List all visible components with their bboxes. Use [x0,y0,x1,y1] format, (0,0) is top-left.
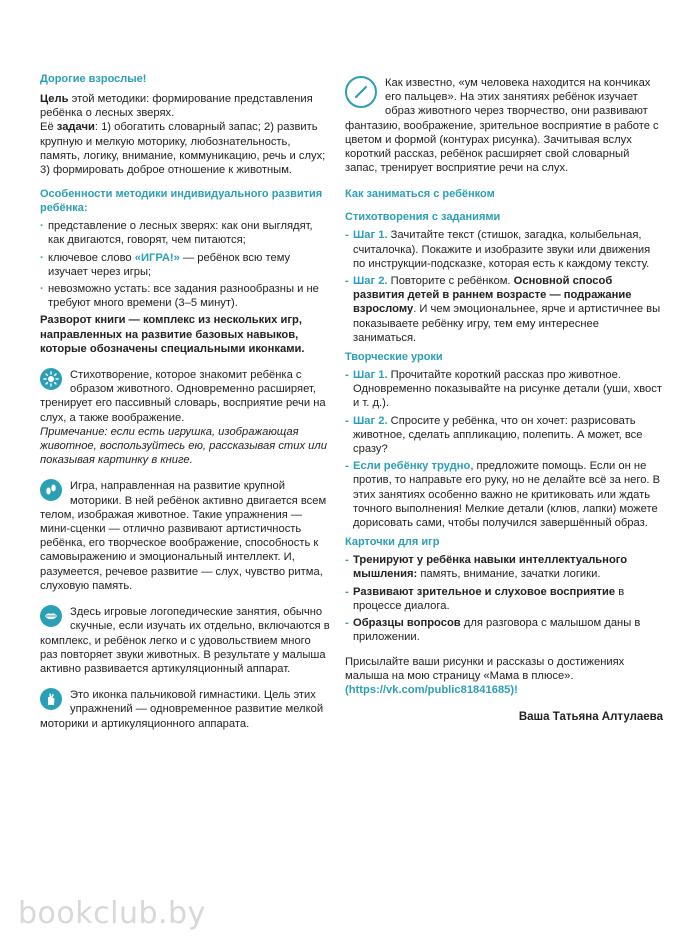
watermark: bookclub.by [18,896,206,931]
pencil-icon [345,76,377,108]
list-item: · ключевое слово «ИГРА!» — ребёнок всю тему изучает через игры; [40,251,330,279]
tasks-label: задачи [56,121,95,134]
list-item: - Развивают зрительное и слуховое восприятие в процессе диалога. [345,585,663,613]
icon-item-speech [40,605,330,676]
icon-item-movement [40,479,330,593]
list-item: - Шаг 2. Повторите с ребёнком. Основной способ развития детей в раннем возрасте — подражание взрослому. И чем эмоциональнее, ярче и артистичнее вы показываете ребёнку игру, тем ему интереснее заниматься. [345,274,663,345]
icon-item-text: Игра, направленная на развитие крупной моторики. В ней ребёнок активно двигается всем телом, изображая животное. Такие упражнения — мини-сценки — отлично развивают артистичность ребёнка, его творческое воображение, способность к самовыражению и эмоциональный интеллект. И, разумеется, речевое развитие — слух, чувство ритма, слуховую память. [40,480,327,592]
cards-title: Карточки для игр [345,536,440,549]
lips-icon [40,605,62,627]
left-column [40,72,330,731]
list-item: - Если ребёнку трудно, предложите помощь. Если он не против, то направьте его руку, но не делайте всё за него. В этих занятиях особенно важно не критиковать или ждать точного выполнения! Мелкие детали (клюв, лапки) можете дорисовать сами, чтобы получился завершённый образ. [345,459,663,530]
outro-text: Присылайте ваши рисунки и рассказы о достижениях малыша на мою страницу «Мама в плюсе». [345,655,625,682]
list-item: - Шаг 1. Прочитайте короткий рассказ про животное. Одновременно показывайте на рисунке детали (уши, хвост и т. д.). [345,368,663,411]
vk-link[interactable]: (https://vk.com/public81841685)! [345,683,518,696]
how-title: Как заниматься с ребёнком [345,188,495,201]
creative-list [345,368,663,530]
signature: Ваша Татьяна Алтулаева [518,711,663,724]
hand-icon [40,688,62,710]
creative-title: Творческие уроки [345,351,443,364]
list-item: - Образцы вопросов для разговора с малышом даны в приложении. [345,616,663,644]
greeting-title: Дорогие взрослые! [40,73,147,85]
icon-item-poem [40,368,330,467]
goal-paragraph [40,92,330,120]
poems-list [345,228,663,345]
icon-item-text: Стихотворение, которое знакомит ребёнка с образом животного. Одновременно расширяет, тренирует его пассивный словарь, восприятие речи на слух, а также воображение. [40,369,326,424]
outro-paragraph [345,655,663,698]
right-column [345,76,663,723]
features-title: Особенности методики индивидуального развития ребёнка: [40,188,323,215]
poems-title: Стихотворения с заданиями [345,211,501,224]
list-item: - Шаг 1. Зачитайте текст (стишок, загадка, колыбельная, считалочка). Покажите и изобразите звуки или движения по инструкции-подсказке, которая есть к каждому тексту. [345,228,663,271]
intro-text: Как известно, «ум человека находится на кончиках его пальцев». На этих занятиях ребёнок изучает образ животного через творчество, они развивают фантазию, воображение, зрительное восприятие в работе с цветом и формой (контурах рисунка). Зачитывая вслух короткий рассказ, ребёнок расширяет свой словарный запас, тренирует восприятие речи на слух. [345,77,659,175]
tasks-text: : 1) обогатить словарный запас; 2) развить крупную и мелкую моторику, любознательность, память, логику, внимание, коммуникацию, речь и слух; 3) формировать доброе отношение к животным. [40,121,326,177]
goal-text: этой методики: формирование представления ребёнка о лесных зверях. [40,93,313,120]
list-item: - Шаг 2. Спросите у ребёнка, что он хочет: разрисовать животное, сделать аппликацию, полепить. А может, все сразу? [345,414,663,457]
sun-icon [40,368,62,390]
icon-item-text: Здесь игровые логопедические занятия, обычно скучные, если изучать их отдельно, включаются в комплекс, и ребёнок легко и с удовольствием много раз повторяет звуки животных. В результате у малыша активно развивается артикуляционный аппарат. [40,606,330,675]
goal-label: Цель [40,93,69,105]
list-item: - Тренируют у ребёнка навыки интеллектуального мышления: память, внимание, зачатки логики. [345,553,663,581]
spread-paragraph: Разворот книги — комплекс из нескольких игр, направленных на развитие базовых навыков, которые обозначены специальными иконками. [40,314,305,355]
cards-list [345,553,663,644]
features-list [40,219,330,310]
list-item: · представление о лесных зверях: как они выглядят, как двигаются, говорят, чем питаются; [40,219,330,247]
list-item: · невозможно устать: все задания разнообразны и не требуют много времени (3–5 минут). [40,282,330,310]
intro-block [345,76,663,175]
tasks-label-prefix: Её [40,121,57,134]
icon-item-finger [40,688,330,731]
icon-item-text: Это иконка пальчиковой гимнастики. Цель этих упражнений — одновременное развитие мелкой моторики и артикуляционного аппарата. [40,689,324,730]
icon-item-note: Примечание: если есть игрушка, изображающая животное, воспользуйтесь ею, рассказывая стих или показывая картинку в книге. [40,425,327,467]
footprints-icon [40,479,62,501]
tasks-paragraph [40,120,330,177]
